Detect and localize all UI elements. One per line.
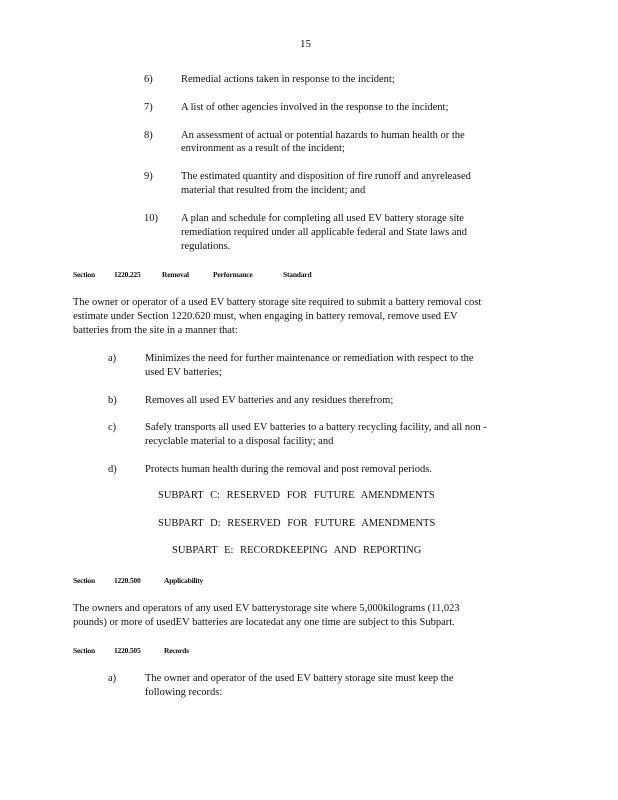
list-item-text: Safely transports all used EV batteries to a battery recycling facility, and all non - [145,422,487,433]
list-item-text: A plan and schedule for completing all used EV battery storage site [181,213,464,224]
section-heading-title: Performance [213,270,253,279]
list-item-text: Minimizes the need for further maintenance or remediation with respect to the [145,353,474,364]
list-item-text: Removes all used EV batteries and any residues therefrom; [145,395,394,406]
list-item-number: 9) [144,171,153,182]
list-item-text: The estimated quantity and disposition of fire runoff and anyreleased [181,171,471,182]
paragraph-line: estimate under Section 1220.620 must, when engaging in battery removal, remove used EV [73,311,458,322]
list-item-number: a) [108,673,117,684]
subpart-heading: SUBPART E: RECORDKEEPING AND REPORTING [172,545,422,556]
list-item-number: 8) [144,130,153,141]
list-item-text: A list of other agencies involved in the response to the incident; [181,102,449,113]
paragraph-line: pounds) or more of usedEV batteries are locatedat any one time are subject to this Subpart. [73,617,455,628]
subpart-heading: SUBPART D: RESERVED FOR FUTURE AMENDMENTS [158,518,436,529]
list-item-text: An assessment of actual or potential hazards to human health or the [181,130,465,141]
list-item-text: Protects human health during the removal and post removal periods. [145,464,432,475]
section-heading-number: 1220.225 [114,270,141,279]
list-item-text: The owner and operator of the used EV battery storage site must keep the [145,673,454,684]
subpart-heading: SUBPART C: RESERVED FOR FUTURE AMENDMENTS [158,490,435,501]
page-number: 15 [300,38,311,50]
section-heading-label: Section [73,646,95,655]
section-heading-title: Standard [283,270,312,279]
section-heading-label: Section [73,576,95,585]
section-heading-number: 1220.505 [114,646,141,655]
list-item-number: a) [108,353,117,364]
section-heading-title: Records [164,646,189,655]
list-item-text: environment as a result of the incident; [181,143,345,154]
section-heading-label: Section [73,270,95,279]
list-item-text: used EV batteries; [145,367,222,378]
list-item-text: regulations. [181,241,231,252]
list-item-number: 6) [144,74,153,85]
section-heading-title: Applicability [164,576,204,585]
list-item-text: following records: [145,687,223,698]
list-item-text: Remedial actions taken in response to the incident; [181,74,395,85]
paragraph-line: batteries from the site in a manner that: [73,325,238,336]
list-item-number: 10) [144,213,158,224]
list-item-number: b) [108,395,117,406]
section-heading-number: 1220.500 [114,576,141,585]
list-item-text: remediation required under all applicable federal and State laws and [181,227,468,238]
list-item-number: d) [108,464,117,475]
section-heading-title: Removal [162,270,189,279]
list-item-number: 7) [144,102,153,113]
paragraph-line: The owners and operators of any used EV batterystorage site where 5,000kilograms (11,023 [73,603,460,614]
list-item-text: recyclable material to a disposal facility; and [145,436,334,447]
list-item-text: material that resulted from the incident; and [181,185,366,196]
paragraph-line: The owner or operator of a used EV battery storage site required to submit a battery removal cost [73,297,482,308]
list-item-number: c) [108,422,117,433]
